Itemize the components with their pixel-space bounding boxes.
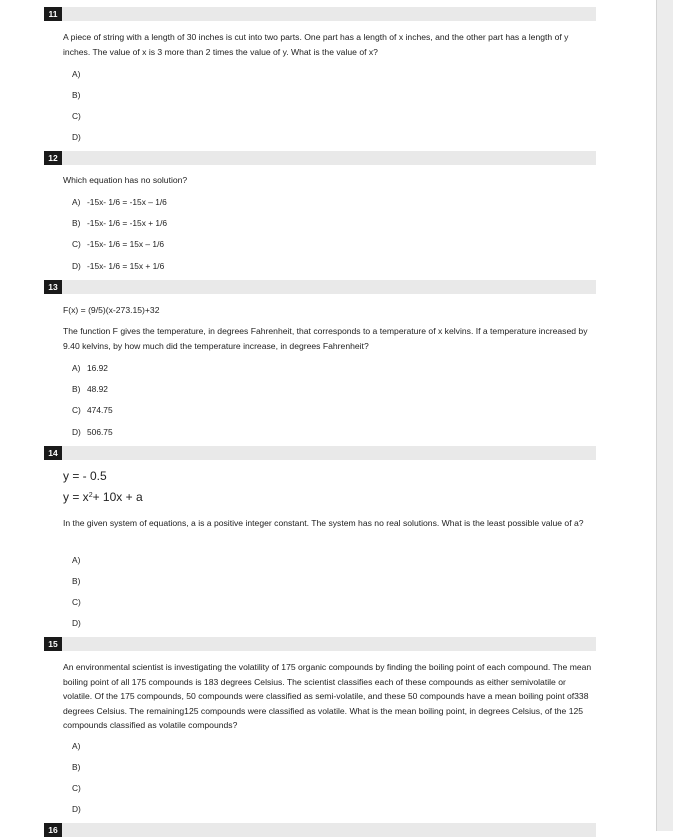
answer-option-c[interactable]: C) -15x- 1/6 = 15x – 1/6 [72, 239, 165, 249]
function-formula: F(x) = (9/5)(x-273.15)+32 [63, 305, 160, 315]
question-number: 13 [44, 280, 62, 294]
question-number: 14 [44, 446, 62, 460]
question-header-13 [44, 280, 596, 294]
question-text: Which equation has no solution? [63, 175, 188, 185]
answer-option-b[interactable]: B) [72, 576, 81, 586]
question-header-12 [44, 151, 596, 165]
question-number: 12 [44, 151, 62, 165]
answer-option-d[interactable]: D) [72, 804, 81, 814]
answer-option-a[interactable]: A) -15x- 1/6 = -15x – 1/6 [72, 197, 167, 207]
question-number: 16 [44, 823, 62, 837]
answer-option-a[interactable]: A) [72, 555, 81, 565]
answer-option-a[interactable]: A) [72, 741, 81, 751]
answer-option-b[interactable]: B) -15x- 1/6 = -15x + 1/6 [72, 218, 168, 228]
answer-option-b[interactable]: B) [72, 90, 81, 100]
question-text: The function F gives the temperature, in degrees Fahrenheit, that corresponds to a temperature of x kelvins. If a temperature increased by 9.40 kelvins, by how much did the temperature increase, in degrees Fahrenheit? [63, 326, 588, 351]
equation-2: $y = x^2+ 10x + a$ [63, 490, 143, 504]
answer-option-d[interactable]: D) [72, 132, 81, 142]
answer-option-d[interactable]: D) 506.75 [72, 427, 113, 437]
answer-option-a[interactable]: A) [72, 69, 81, 79]
answer-option-b[interactable]: B) 48.92 [72, 384, 108, 394]
question-number: 15 [44, 637, 62, 651]
question-header-15 [44, 637, 596, 651]
answer-option-c[interactable]: C) [72, 597, 81, 607]
answer-option-b[interactable]: B) [72, 762, 81, 772]
question-header-16 [44, 823, 596, 837]
equation-1: y = - 0.5 [63, 469, 107, 483]
question-header-11 [44, 7, 596, 21]
page-edge [656, 0, 673, 831]
answer-option-a[interactable]: A) 16.92 [72, 363, 108, 373]
answer-option-c[interactable]: C) [72, 783, 81, 793]
answer-option-d[interactable]: D) [72, 618, 81, 628]
question-number: 11 [44, 7, 62, 21]
question-text: An environmental scientist is investigating the volatility of 175 organic compounds by finding the boiling point of each compound. The mean boiling point of all 175 compounds is 183 degrees Celsius. The scientist classifies each of these compounds as either semivolatile or volatile. Of the 175 compounds, 50 compounds were classified as semi-volatile, and these 50 compounds have a mean boiling point of338 degrees Celsius. The remaining125 compounds were classified as volatile. What is the mean boiling point, in degrees Celsius, of the 125 compounds classified as volatile compounds? [63, 662, 592, 730]
question-text: In the given system of equations, a is a positive integer constant. The system has no real solutions. What is the least possible value of a? [63, 518, 584, 528]
answer-option-c[interactable]: C) [72, 111, 81, 121]
answer-option-d[interactable]: D) -15x- 1/6 = 15x + 1/6 [72, 261, 165, 271]
question-text: A piece of string with a length of 30 inches is cut into two parts. One part has a length of x inches, and the other part has a length of y inches. The value of x is 3 more than 2 times the value of y. What is the value of x? [63, 32, 569, 57]
answer-option-c[interactable]: C) 474.75 [72, 405, 113, 415]
question-header-14 [44, 446, 596, 460]
